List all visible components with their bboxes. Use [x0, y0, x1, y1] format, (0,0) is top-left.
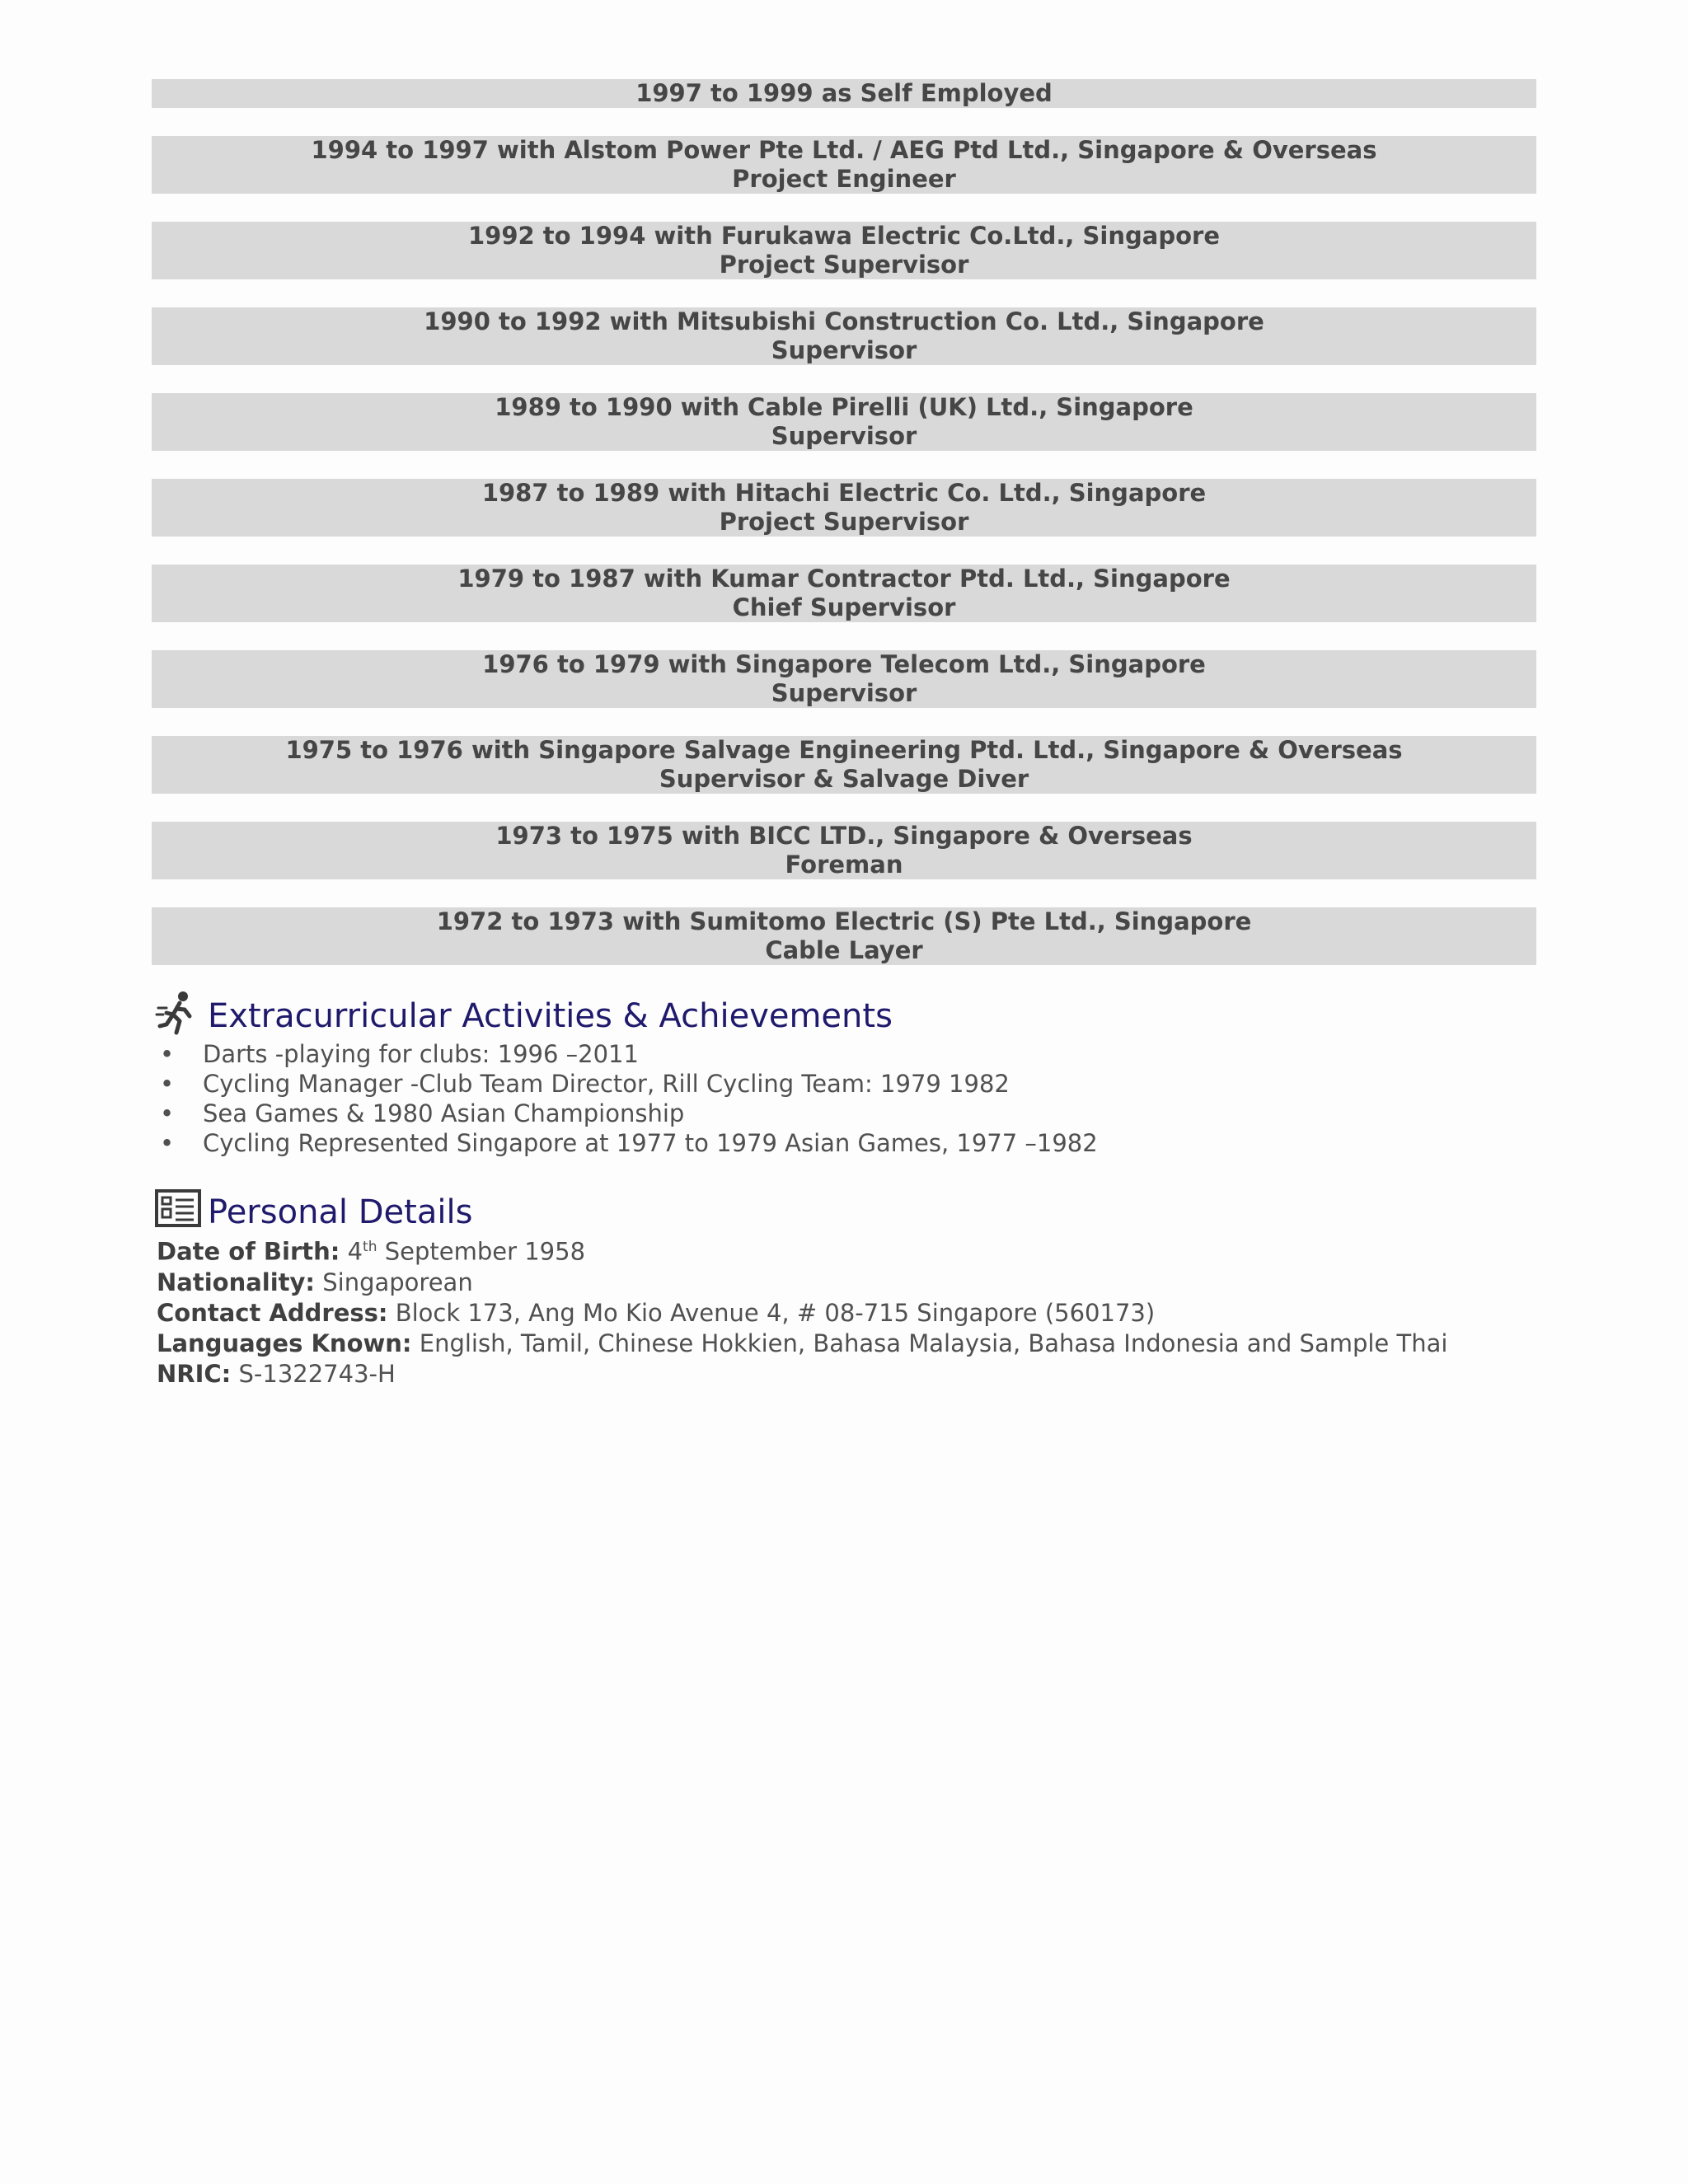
personal-details-heading	[155, 1186, 1536, 1232]
job-entry	[152, 136, 1536, 194]
job-entry	[152, 650, 1536, 708]
job-title: Project Engineer	[732, 165, 956, 193]
dob-row	[157, 1232, 1536, 1268]
job-entry	[152, 393, 1536, 451]
job-title: Project Supervisor	[719, 508, 969, 536]
job-period-company: 1973 to 1975 with BICC LTD., Singapore & Overseas	[495, 822, 1193, 850]
job-title: Supervisor	[771, 336, 917, 364]
activity-text: Darts -playing for clubs: 1996 –2011	[203, 1040, 639, 1068]
dob-day: 4	[347, 1237, 363, 1266]
bullet: •	[160, 1099, 175, 1127]
job-entry	[152, 222, 1536, 279]
list-item	[152, 1099, 1536, 1128]
personal-details	[152, 1232, 1536, 1390]
bullet: •	[160, 1040, 175, 1068]
list-item	[152, 1069, 1536, 1099]
nationality-label: Nationality:	[157, 1268, 316, 1296]
nric-row	[157, 1359, 1536, 1390]
dob-rest: September 1958	[384, 1237, 586, 1266]
dob-suffix: th	[363, 1239, 377, 1255]
list-item	[152, 1128, 1536, 1158]
job-period-company: 1989 to 1990 with Cable Pirelli (UK) Ltd., Singapore	[495, 393, 1193, 421]
job-period-company: 1994 to 1997 with Alstom Power Pte Ltd. / AEG Ptd Ltd., Singapore & Overseas	[311, 136, 1377, 164]
job-title: Foreman	[785, 851, 903, 879]
address-row	[157, 1298, 1536, 1329]
job-period-company: 1976 to 1979 with Singapore Telecom Ltd., Singapore	[482, 650, 1206, 678]
extracurricular-title: Extracurricular Activities & Achievements	[208, 997, 893, 1035]
job-period-company: 1992 to 1994 with Furukawa Electric Co.Ltd., Singapore	[467, 222, 1220, 250]
languages-value: English, Tamil, Chinese Hokkien, Bahasa Malaysia, Bahasa Indonesia and Sample Thai	[419, 1329, 1448, 1357]
job-period-company: 1975 to 1976 with Singapore Salvage Engineering Ptd. Ltd., Singapore & Overseas	[285, 736, 1403, 764]
job-entry	[152, 565, 1536, 622]
job-title: Supervisor	[771, 422, 917, 450]
job-entry	[152, 307, 1536, 365]
activity-text: Sea Games & 1980 Asian Championship	[203, 1099, 685, 1127]
work-experience-list	[152, 79, 1536, 965]
job-entry	[152, 822, 1536, 879]
job-entry	[152, 736, 1536, 794]
activities-list	[152, 1039, 1536, 1158]
job-title: Chief Supervisor	[732, 593, 956, 621]
job-period-company: 1979 to 1987 with Kumar Contractor Ptd. Ltd., Singapore	[457, 565, 1231, 593]
resume-page	[152, 79, 1536, 1390]
job-title: Cable Layer	[765, 936, 923, 964]
extracurricular-heading	[155, 990, 1536, 1036]
job-title: Project Supervisor	[719, 251, 969, 279]
languages-row	[157, 1329, 1536, 1359]
job-period-company: 1987 to 1989 with Hitachi Electric Co. Ltd., Singapore	[481, 479, 1207, 507]
job-period-company: 1972 to 1973 with Sumitomo Electric (S) Pte Ltd., Singapore	[436, 907, 1252, 935]
activity-text: Cycling Manager -Club Team Director, Rill Cycling Team: 1979 1982	[203, 1070, 1010, 1098]
personal-details-title: Personal Details	[208, 1193, 473, 1231]
languages-label: Languages Known:	[157, 1329, 412, 1357]
nationality-value: Singaporean	[322, 1268, 473, 1296]
dob-label: Date of Birth:	[157, 1237, 340, 1266]
nric-label: NRIC:	[157, 1359, 232, 1388]
job-period-company: 1997 to 1999 as Self Employed	[635, 79, 1053, 107]
job-title: Supervisor & Salvage Diver	[659, 765, 1029, 793]
nationality-row	[157, 1268, 1536, 1298]
running-person-icon	[155, 990, 201, 1036]
nric-value: S-1322743-H	[238, 1359, 396, 1388]
bullet: •	[160, 1129, 175, 1157]
id-card-icon	[155, 1186, 201, 1232]
address-label: Contact Address:	[157, 1298, 388, 1327]
activity-text: Cycling Represented Singapore at 1977 to 1979 Asian Games, 1977 –1982	[203, 1129, 1098, 1157]
job-entry	[152, 479, 1536, 537]
job-entry	[152, 907, 1536, 965]
job-entry	[152, 79, 1536, 108]
list-item	[152, 1039, 1536, 1069]
address-value: Block 173, Ang Mo Kio Avenue 4, # 08-715 Singapore (560173)	[395, 1298, 1156, 1327]
job-period-company: 1990 to 1992 with Mitsubishi Construction Co. Ltd., Singapore	[424, 307, 1264, 335]
bullet: •	[160, 1070, 175, 1098]
job-title: Supervisor	[771, 679, 917, 707]
